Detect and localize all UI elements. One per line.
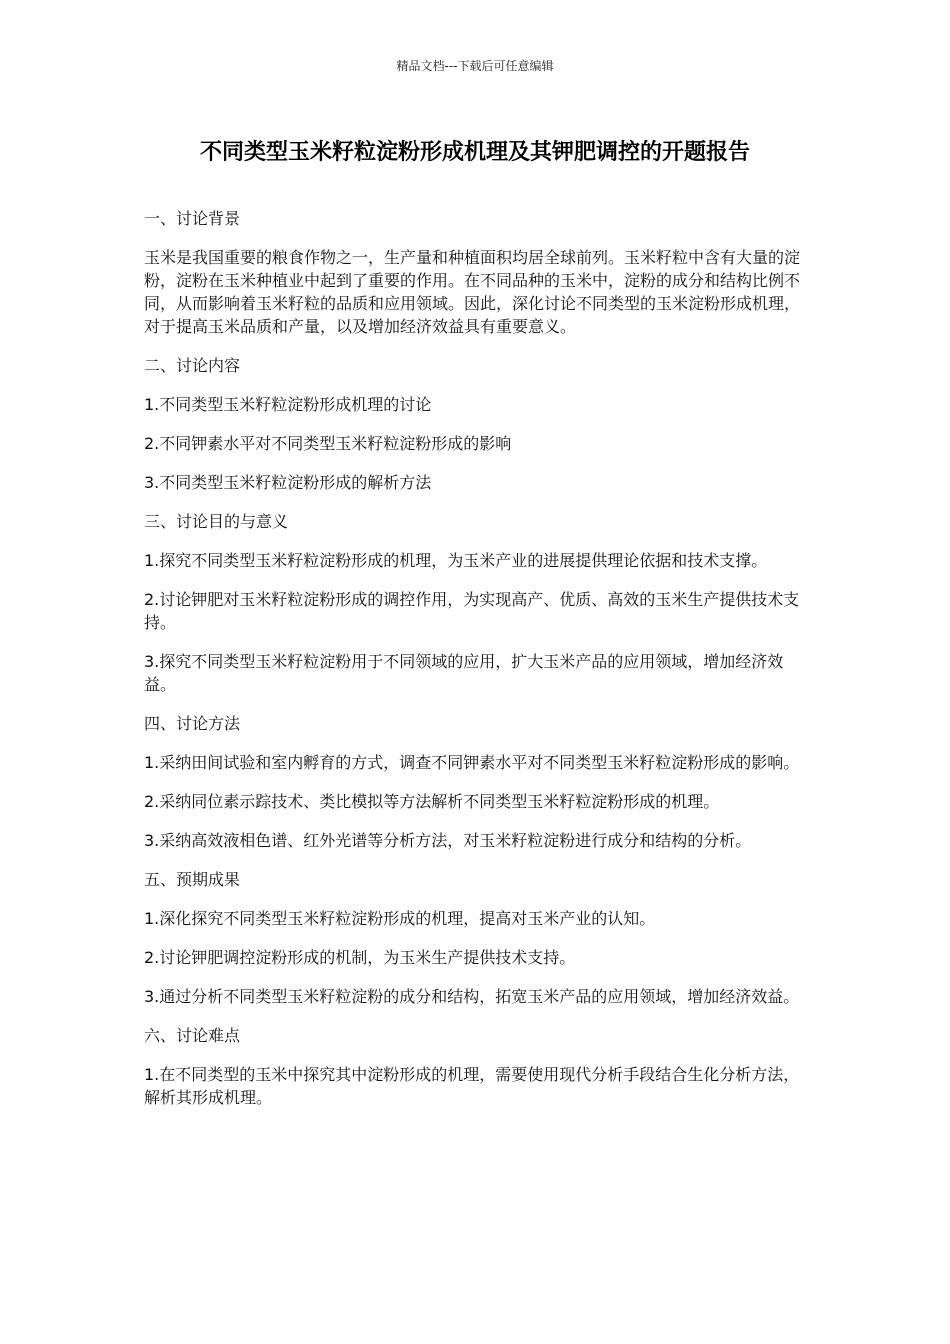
- list-item-methods-3: 3.采纳高效液相色谱、红外光谱等分析方法，对玉米籽粒淀粉进行成分和结构的分析。: [144, 831, 752, 850]
- list-item-purpose-3: 3.探究不同类型玉米籽粒淀粉用于不同领域的应用，扩大玉米产品的应用领域，增加经济效益。: [144, 652, 784, 694]
- paragraph-background: 玉米是我国重要的粮食作物之一，生产量和种植面积均居全球前列。玉米籽粒中含有大量的淀粉，淀粉在玉米种植业中起到了重要的作用。在不同品种的玉米中，淀粉的成分和结构比例不同，从而影响着玉米籽粒的品质和应用领域。因此，深化讨论不同类型的玉米淀粉形成机理，对于提高玉米品质和产量，以及增加经济效益具有重要意义。: [144, 248, 801, 336]
- section-heading-background: 一、讨论背景: [144, 209, 241, 228]
- list-item-outcomes-3: 3.通过分析不同类型玉米籽粒淀粉的成分和结构，拓宽玉米产品的应用领域，增加经济效益。: [144, 987, 800, 1006]
- list-item-difficulties-1: 1.在不同类型的玉米中探究其中淀粉形成的机理，需要使用现代分析手段结合生化分析方法，解析其形成机理。: [144, 1065, 800, 1107]
- document-body: [144, 207, 804, 1125]
- page-header: 精品文档---下载后可任意编辑: [396, 59, 554, 73]
- list-item-outcomes-1: 1.深化探究不同类型玉米籽粒淀粉形成的机理，提高对玉米产业的认知。: [144, 909, 656, 928]
- section-heading-purpose: 三、讨论目的与意义: [144, 512, 289, 531]
- list-item-content-3: 3.不同类型玉米籽粒淀粉形成的解析方法: [144, 473, 432, 492]
- section-heading-outcomes: 五、预期成果: [144, 870, 241, 889]
- list-item-content-1: 1.不同类型玉米籽粒淀粉形成机理的讨论: [144, 395, 432, 414]
- section-heading-difficulties: 六、讨论难点: [144, 1026, 241, 1045]
- list-item-methods-1: 1.采纳田间试验和室内孵育的方式，调查不同钾素水平对不同类型玉米籽粒淀粉形成的影响。: [144, 753, 800, 772]
- list-item-purpose-2: 2.讨论钾肥对玉米籽粒淀粉形成的调控作用，为实现高产、优质、高效的玉米生产提供技术支持。: [144, 590, 800, 632]
- list-item-content-2: 2.不同钾素水平对不同类型玉米籽粒淀粉形成的影响: [144, 434, 512, 453]
- section-heading-content: 二、讨论内容: [144, 356, 241, 375]
- list-item-outcomes-2: 2.讨论钾肥调控淀粉形成的机制，为玉米生产提供技术支持。: [144, 948, 576, 967]
- list-item-methods-2: 2.采纳同位素示踪技术、类比模拟等方法解析不同类型玉米籽粒淀粉形成的机理。: [144, 792, 720, 811]
- document-title: 不同类型玉米籽粒淀粉形成机理及其钾肥调控的开题报告: [199, 140, 750, 165]
- list-item-purpose-1: 1.探究不同类型玉米籽粒淀粉形成的机理，为玉米产业的进展提供理论依据和技术支撑。: [144, 551, 768, 570]
- section-heading-methods: 四、讨论方法: [144, 714, 241, 733]
